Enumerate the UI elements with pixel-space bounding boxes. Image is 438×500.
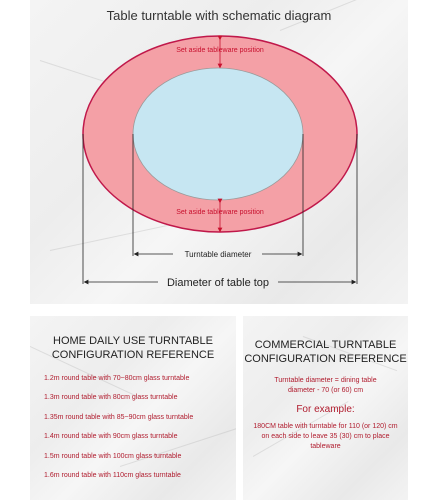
list-item: 1.2m round table with 70~80cm glass turntable	[44, 375, 190, 382]
turntable-formula	[251, 376, 400, 396]
home-config-list	[44, 374, 193, 490]
tableware-bottom-label: Set aside tableware position	[176, 209, 264, 216]
example-line1: 180CM table with turntable for 110 (or 120) cm	[253, 423, 398, 430]
home-heading-line1: HOME DAILY USE TURNTABLE	[53, 335, 213, 347]
example-line2: on each side to leave 35 (30) cm to place	[261, 433, 390, 440]
list-item: 1.3m round table with 80cm glass turntable	[44, 394, 178, 402]
turntable-diagram	[30, 0, 408, 304]
commercial-heading-line1: COMMERCIAL TURNTABLE	[254, 339, 397, 351]
example-text	[251, 422, 400, 452]
commercial-config-panel	[243, 316, 408, 500]
turntable-ellipse	[133, 68, 303, 200]
formula-line2: diameter - 70 (or 60) cm	[287, 387, 364, 394]
commercial-config-heading	[243, 338, 408, 366]
turntable-diameter-label: Turntable diameter	[184, 250, 252, 259]
list-item: 1.35m round table with 85~90cm glass turntable	[44, 413, 194, 421]
home-config-heading	[30, 334, 236, 362]
list-item: 1.6m round table with 110cm glass turntable	[44, 471, 181, 479]
list-item: 1.5m round table with 100cm glass turntable	[44, 452, 182, 460]
formula-line1: Turntable diameter = dining table	[274, 377, 377, 384]
diagram-panel	[30, 0, 408, 304]
tableware-top-label: Set aside tableware position	[176, 47, 264, 54]
example-line3: tableware	[310, 443, 341, 450]
home-config-panel	[30, 316, 236, 500]
table-diameter-label: Diameter of table top	[166, 277, 270, 289]
list-item: 1.4m round table with 90cm glass turntable	[44, 433, 178, 441]
example-heading: For example:	[296, 404, 355, 415]
commercial-heading-line2: CONFIGURATION REFERENCE	[244, 353, 407, 365]
home-heading-line2: CONFIGURATION REFERENCE	[51, 349, 215, 361]
diagram-title: Table turntable with schematic diagram	[106, 8, 332, 23]
